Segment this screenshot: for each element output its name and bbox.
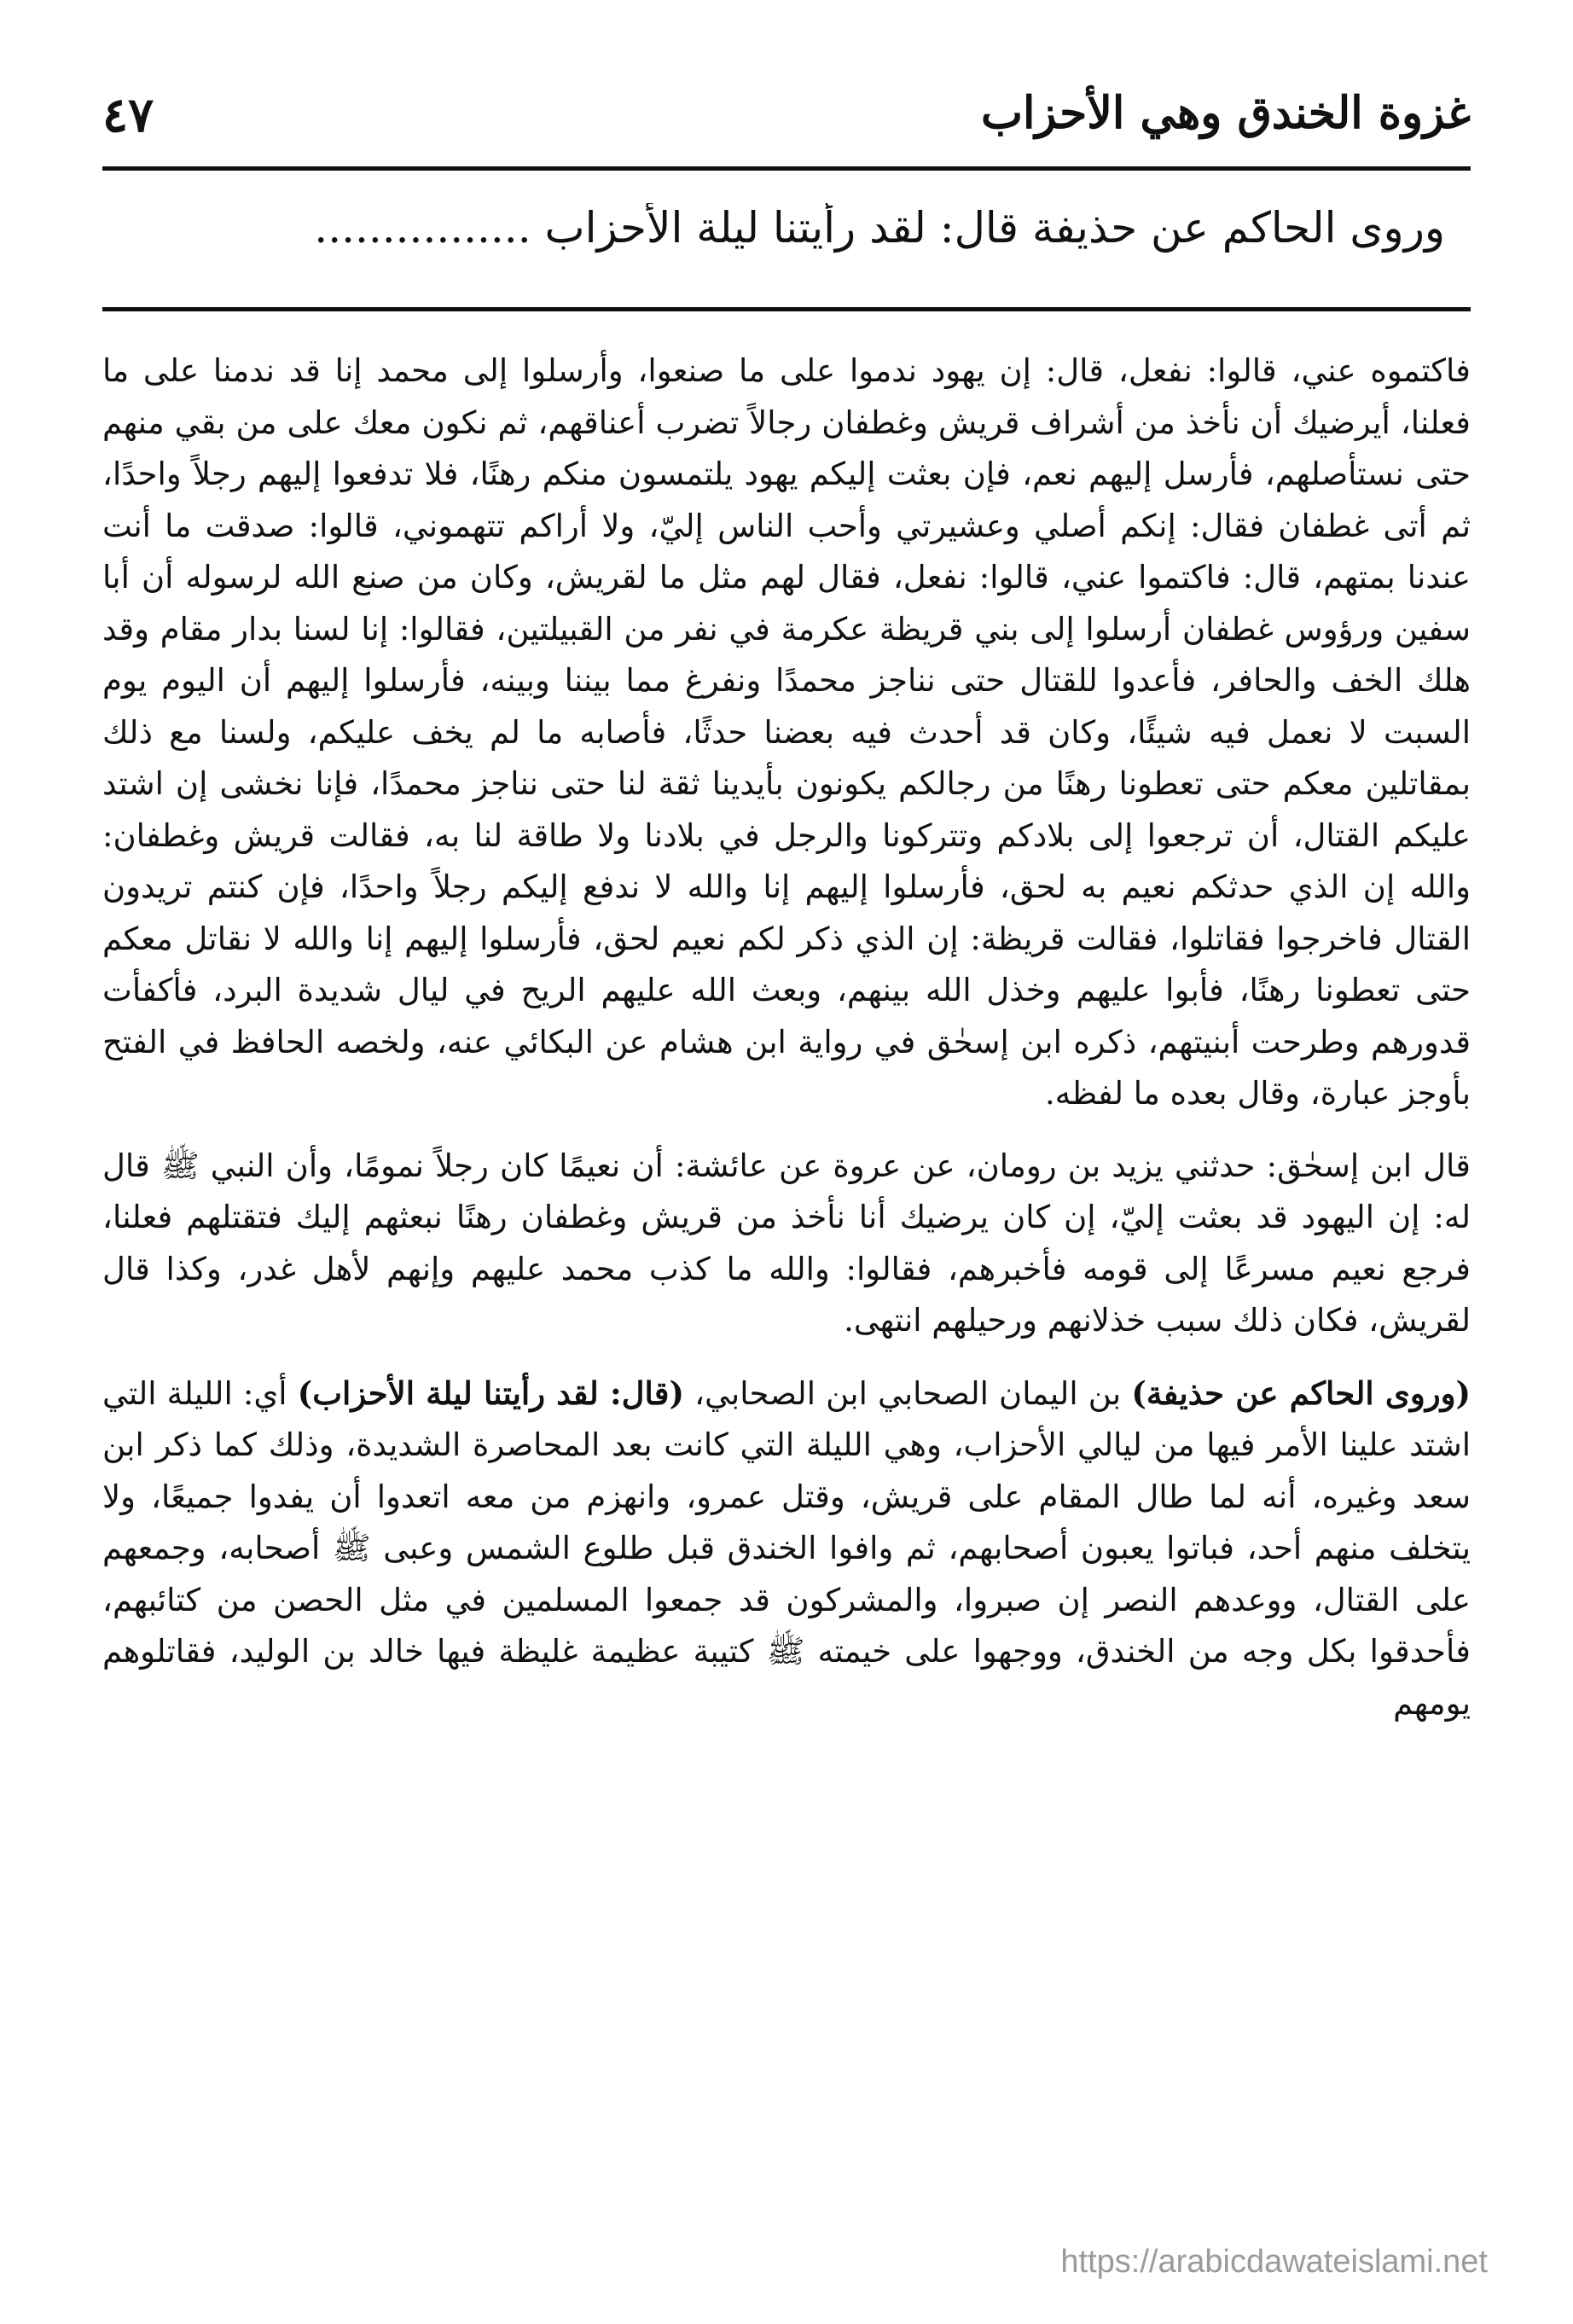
- quoted-hadith: [119, 203, 1445, 271]
- paragraph-1: فاكتموه عني، قالوا: نفعل، قال: إن يهود ندموا على ما صنعوا، وأرسلوا إلى محمد إنا قد ندمنا على ما فعلنا، أيرضيك أن نأخذ من أشراف قريش وغطفان رجالاً تضرب أعناقهم، ثم نكون معك على من بقي منهم حتى نستأصلهم، فأرسل إليهم نعم، فإن بعثت إليكم يهود يلتمسون منكم رهنًا، فلا تدفعوا إليهم رجلاً واحدًا، ثم أتى غطفان فقال: إنكم أصلي وعشيرتي وأحب الناس إليّ، ولا أراكم تتهموني، قالوا: صدقت ما أنت عندنا بمتهم، قال: فاكتموا عني، قالوا: نفعل، فقال لهم مثل ما لقريش، وكان من صنع الله لرسوله أن أبا سفين ورؤوس غطفان أرسلوا إلى بني قريظة عكرمة في نفر من القبيلتين، فقالوا: إنا لسنا بدار مقام وقد هلك الخف والحافر، فأعدوا للقتال حتى نناجز محمدًا ونفرغ مما بيننا وبينه، فأرسلوا إليهم أن اليوم يوم السبت لا نعمل فيه شيئًا، وكان قد أحدث فيه بعضنا حدثًا، فأصابه ما لم يخف عليكم، ولسنا مع ذلك بمقاتلين معكم حتى تعطونا رهنًا من رجالكم يكونون بأيدينا ثقة لنا حتى نناجز محمدًا، فإنا نخشى إن اشتد عليكم القتال، أن ترجعوا إلى بلادكم وتتركونا والرجل في بلادنا ولا طاقة لنا به، فقالت قريش وغطفان: والله إن الذي حدثكم نعيم به لحق، فأرسلوا إليهم إنا والله لا ندفع إليكم رجلاً واحدًا، فإن كنتم تريدون القتال فاخرجوا فقاتلوا، فقالت قريظة: إن الذي ذكر لكم نعيم لحق، فأرسلوا إليهم إنا والله لا نقاتل معكم حتى تعطونا رهنًا، فأبوا عليهم وخذل الله بينهم، وبعث الله عليهم الريح في ليال شديدة البرد، فأكفأت قدورهم وطرحت أبنيتهم، ذكره ابن إسحٰق في رواية ابن هشام عن البكائي عنه، ولخصه الحافظ في الفتح بأوجز عبارة، وقال بعده ما لفظه.: [102, 352, 1471, 1112]
- paragraph-3-mid: بن اليمان الصحابي ابن الصحابي،: [683, 1374, 1132, 1412]
- running-title: غزوة الخندق وهي الأحزاب: [981, 87, 1471, 139]
- header-rule: [102, 166, 1471, 171]
- paragraph-3-rest: أي: الليلة التي اشتد علينا الأمر فيها من ليالي الأحزاب، وهي الليلة التي كانت بعد المحاصرة الشديدة، وذلك كما ذكر ابن سعد وغيره، أنه لما طال المقام على قريش، وقتل عمرو، وانهزم من معه اتعدوا أن يفدوا جميعًا، ولا يتخلف منهم أحد، فباتوا يعبون أصحابهم، ثم وافوا الخندق قبل طلوع الشمس وعبى ﷺ أصحابه، وجمعهم على القتال، ووعدهم النصر إن صبروا، والمشركون قد جمعوا المسلمين في مثل الحصن من كتائبهم، فأحدقوا بكل وجه من الخندق، ووجهوا على خيمته ﷺ كتيبة عظيمة غليظة فيها خالد بن الوليد، فقاتلوهم يومهم: [102, 1374, 1471, 1722]
- commentary-body: [102, 346, 1471, 2231]
- quoted-hadith-text: وروى الحاكم عن حذيفة قال: لقد رأيتنا ليلة الأحزاب: [544, 203, 1445, 253]
- hadith-lead-2: (قال: لقد رأيتنا ليلة الأحزاب): [297, 1374, 684, 1412]
- paragraph-2: قال ابن إسحٰق: حدثني يزيد بن رومان، عن عروة عن عائشة: أن نعيمًا كان رجلاً نمومًا، وأن النبي ﷺ قال له: إن اليهود قد بعثت إليّ، إن كان يرضيك أنا نأخذ من قريش وغطفان رهنًا نبعثهم إليك فتقتلهم فعلنا، فرجع نعيم مسرعًا إلى قومه فأخبرهم، فقالوا: والله ما كذب محمد عليهم وإنهم لأهل غدر، وكذا قال لقريش، فكان ذلك سبب خذلانهم ورحيلهم انتهى.: [102, 1147, 1471, 1339]
- paragraph-3: [102, 1368, 1471, 1730]
- hadith-rule: [102, 307, 1471, 311]
- watermark-url: https://arabicdawateislami.net: [1060, 2244, 1488, 2280]
- hadith-lead-1: (وروى الحاكم عن حذيفة): [1131, 1374, 1471, 1412]
- page-header: [102, 78, 1471, 155]
- quoted-hadith-dots: ................: [314, 203, 531, 253]
- page-number: ٤٧: [102, 87, 154, 143]
